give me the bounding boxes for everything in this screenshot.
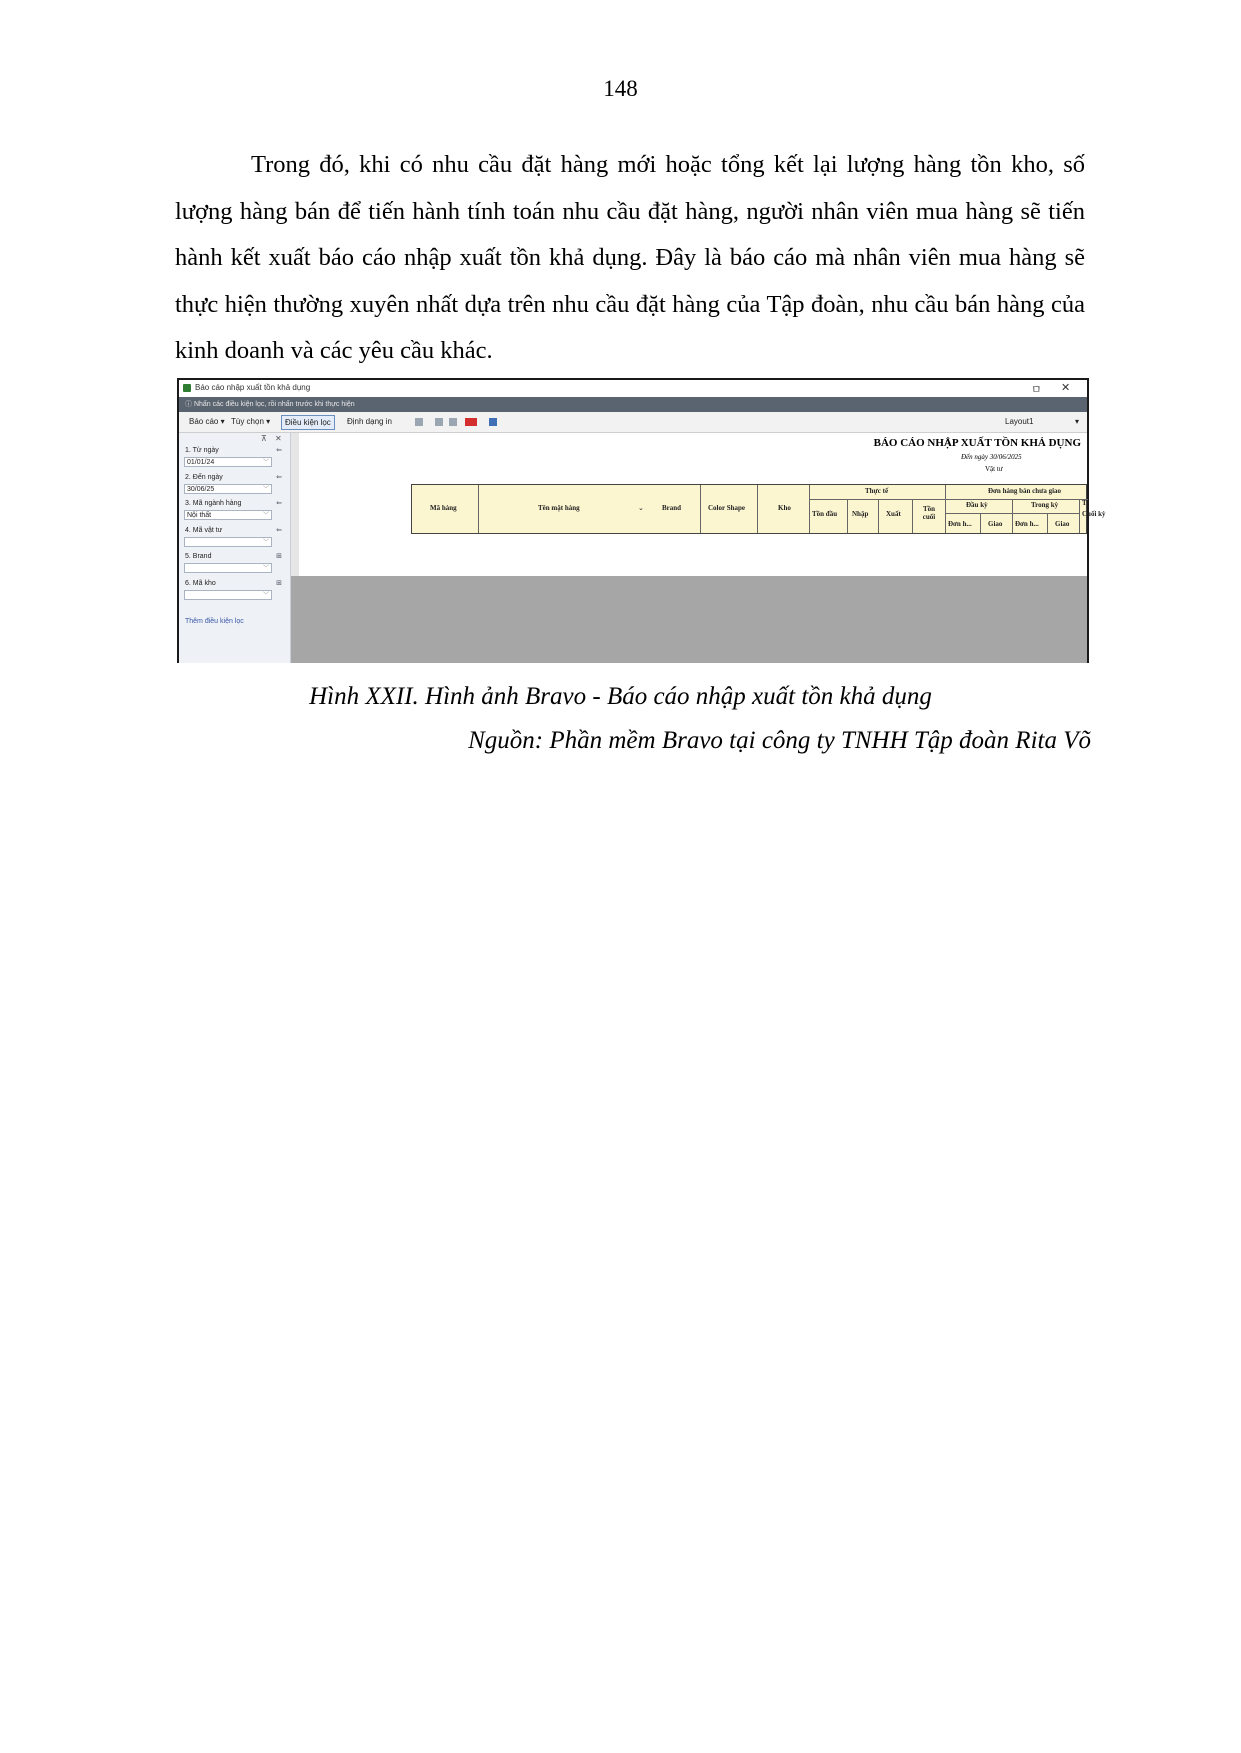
chevron-down-icon[interactable]: ﹀ xyxy=(262,486,269,493)
report-area xyxy=(291,433,1106,576)
bravo-screenshot-figure xyxy=(177,378,1106,663)
restore-icon[interactable]: ㅁ xyxy=(1031,384,1042,396)
from-date-input[interactable] xyxy=(184,457,272,467)
filter-to-date xyxy=(179,472,290,499)
layout-select[interactable]: Layout1 xyxy=(1005,417,1034,426)
report-empty-area xyxy=(291,576,1087,663)
report-unit: Vật tư xyxy=(985,465,1003,473)
filter-brand xyxy=(179,551,290,578)
info-bar-text: ⓘ Nhấn các điều kiện lọc, rồi nhấn trước khi thực hiện xyxy=(185,401,355,408)
grid-row-indicator xyxy=(291,433,299,576)
warehouse-input[interactable] xyxy=(184,590,272,600)
col-don-h-2[interactable]: Đơn h... xyxy=(1015,520,1039,528)
col-giao-2[interactable]: Giao xyxy=(1055,520,1070,528)
grid-line xyxy=(700,485,701,533)
pin-arrow-icon[interactable]: ⇐ xyxy=(276,526,282,534)
add-filter-link[interactable]: Thêm điều kiện lọc xyxy=(185,618,244,625)
filter-conditions-button[interactable]: Điều kiện lọc xyxy=(281,415,335,430)
report-grid-header xyxy=(411,484,1106,534)
filter-label: 1. Từ ngày xyxy=(185,447,219,454)
filter-item-code xyxy=(179,525,290,552)
grid-line xyxy=(945,485,946,533)
chevron-down-icon[interactable]: ﹀ xyxy=(262,566,269,572)
grid-line xyxy=(847,499,848,533)
grid-line xyxy=(1012,499,1013,533)
grid-line xyxy=(1079,499,1080,533)
item-code-input[interactable] xyxy=(184,537,272,547)
app-icon xyxy=(183,384,191,392)
filter-toggle-icon[interactable]: ⊞ xyxy=(276,579,282,587)
col-truncated: T xyxy=(1082,499,1087,507)
col-dau-ky: Đầu kỳ xyxy=(966,501,988,509)
chevron-down-icon[interactable]: ﹀ xyxy=(262,460,269,466)
col-cuoi-ky[interactable]: Cuối kỳ xyxy=(1082,510,1106,518)
filter-toggle-icon[interactable]: ⊞ xyxy=(276,553,282,560)
col-nhap[interactable]: Nhập xyxy=(852,510,869,518)
grid-line xyxy=(945,513,1079,514)
save-icon[interactable] xyxy=(489,418,497,426)
print-format-button[interactable]: Định dạng in xyxy=(347,417,392,426)
col-giao-1[interactable]: Giao xyxy=(988,520,1003,528)
col-xuat[interactable]: Xuất xyxy=(886,510,901,518)
filter-category xyxy=(179,498,290,525)
window-titlebar xyxy=(179,380,1087,397)
col-thuc-te: Thực tế xyxy=(865,487,889,495)
print-icon[interactable] xyxy=(449,418,457,426)
col-color-shape[interactable]: Color Shape xyxy=(708,504,746,512)
col-trong-ky: Trong kỳ xyxy=(1031,501,1059,509)
filter-panel-header xyxy=(179,433,290,445)
info-bar xyxy=(179,397,1087,412)
grid-line xyxy=(478,485,479,533)
col-ma-hang[interactable]: Mã hàng xyxy=(430,504,457,512)
folder-icon[interactable] xyxy=(415,418,423,426)
brand-input[interactable] xyxy=(184,563,272,573)
menu-bao-cao[interactable]: Báo cáo ▾ xyxy=(189,417,225,426)
grid-line xyxy=(912,499,913,533)
report-title: BÁO CÁO NHẬP XUẤT TỒN KHẢ DỤNG xyxy=(873,437,1081,449)
page-number: 148 xyxy=(603,76,638,101)
figure-source: Nguồn: Phần mềm Bravo tại công ty TNHH Tập đoàn Rita Võ xyxy=(468,727,1091,754)
grid-line xyxy=(757,485,758,533)
pin-icon[interactable]: ⊼ xyxy=(261,434,267,443)
from-date-value: 01/01/24 xyxy=(187,459,215,466)
to-date-input[interactable] xyxy=(184,484,272,494)
filter-label: 5. Brand xyxy=(185,553,212,560)
layout-dropdown-icon[interactable]: ▾ xyxy=(1075,417,1080,426)
filter-label: 4. Mã vật tư xyxy=(185,526,223,534)
chevron-down-icon[interactable]: ﹀ xyxy=(262,539,269,546)
col-don-hang-ban: Đơn hàng bán chưa giao xyxy=(988,487,1062,495)
window-title: Báo cáo nhập xuất tồn khả dụng xyxy=(195,383,311,392)
col-ten-mat-hang[interactable]: Tên mặt hàng xyxy=(538,504,580,512)
grid-line xyxy=(809,499,1088,500)
filter-label: 3. Mã ngành hàng xyxy=(185,500,242,507)
report-date: Đến ngày 30/06/2025 xyxy=(961,453,1022,461)
to-date-value: 30/06/25 xyxy=(187,485,215,493)
col-ton-cuoi[interactable]: Tồn cuối xyxy=(922,505,936,521)
grid-line xyxy=(1047,513,1048,533)
panel-close-icon[interactable]: ✕ xyxy=(275,434,282,443)
pin-arrow-icon[interactable]: ⇐ xyxy=(276,447,282,454)
col-ton-dau[interactable]: Tồn đầu xyxy=(812,510,838,518)
col-don-h-1[interactable]: Đơn h... xyxy=(948,520,972,528)
col-brand[interactable]: Brand xyxy=(662,504,682,512)
body-paragraph: Trong đó, khi có nhu cầu đặt hàng mới hoặc tổng kết lại lượng hàng tồn kho, số lượng hàng bán để tiến hành tính toán nhu cầu đặt hàng, người nhân viên mua hàng sẽ tiến hành kết xuất báo cáo nhập xuất tồn khả dụng. Đây là báo cáo mà nhân viên mua hàng sẽ thực hiện thường xuyên nhất dựa trên nhu cầu đặt hàng của Tập đoàn, nhu cầu bán hàng của kinh doanh và các yêu cầu khác. xyxy=(175,151,1085,364)
chevron-down-icon[interactable]: ﹀ xyxy=(262,513,269,519)
menu-tuy-chon[interactable]: Tùy chọn ▾ xyxy=(231,417,271,426)
figure-caption: Hình XXII. Hình ảnh Bravo - Báo cáo nhập xuất tồn khả dụng xyxy=(309,683,932,710)
chevron-down-icon[interactable]: ﹀ xyxy=(262,592,269,599)
filter-from-date xyxy=(179,445,290,472)
category-value: Nội thất xyxy=(187,512,212,519)
grid-line xyxy=(809,485,810,533)
filter-warehouse xyxy=(179,578,290,605)
close-icon[interactable]: ✕ xyxy=(1061,382,1071,394)
pin-arrow-icon[interactable]: ⇐ xyxy=(276,473,282,481)
grid-line xyxy=(878,499,879,533)
grid-line xyxy=(980,513,981,533)
export-icon[interactable] xyxy=(465,418,477,426)
pin-arrow-icon[interactable]: ⇐ xyxy=(276,500,282,507)
preview-icon[interactable] xyxy=(435,418,443,426)
filter-label: 2. Đến ngày xyxy=(185,473,223,481)
filter-panel xyxy=(179,433,291,663)
col-kho[interactable]: Kho xyxy=(778,504,791,512)
sort-icon[interactable]: ⌄ xyxy=(638,504,644,512)
filter-label: 6. Mã kho xyxy=(185,579,216,587)
category-input[interactable] xyxy=(184,510,272,520)
toolbar xyxy=(179,412,1087,433)
